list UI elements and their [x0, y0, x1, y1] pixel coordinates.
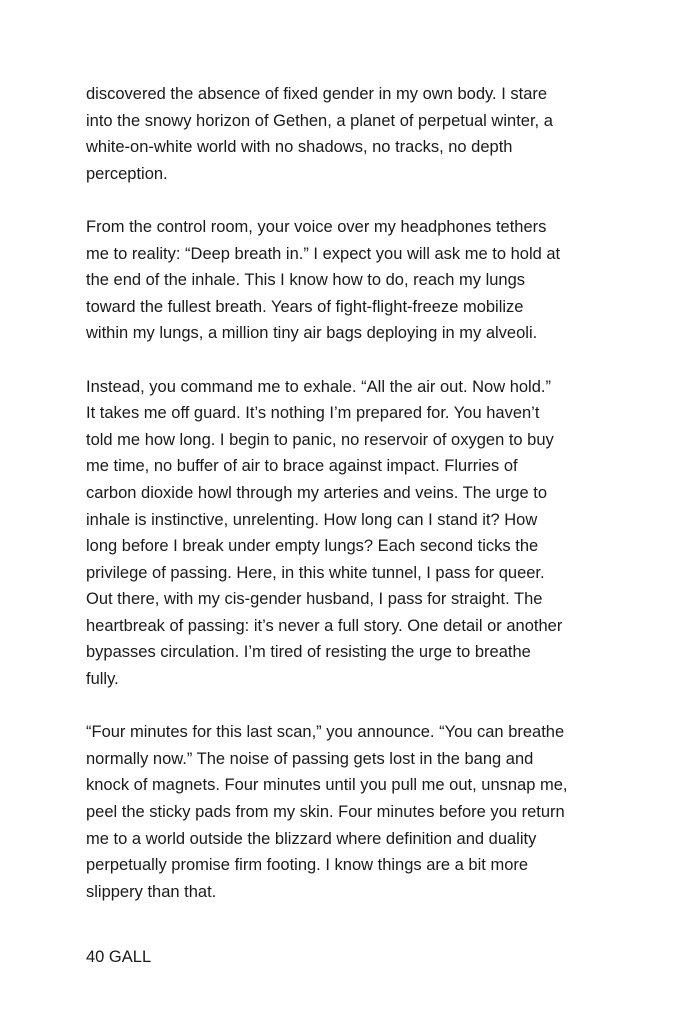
paragraph-break — [86, 347, 606, 374]
text-line: Out there, with my cis-gender husband, I pass for straight. The — [86, 590, 543, 609]
text-line: Instead, you command me to exhale. “All the air out. Now hold.” — [86, 377, 551, 396]
text-line: perception. — [86, 164, 168, 183]
text-line: From the control room, your voice over my headphones tethers — [86, 217, 547, 236]
text-line: me time, no buffer of air to brace against impact. Flurries of — [86, 457, 518, 476]
text-line: fully. — [86, 670, 119, 689]
text-line: heartbreak of passing: it’s never a full story. One detail or another — [86, 616, 563, 635]
text-line: normally now.” The noise of passing gets lost in the bang and — [86, 749, 534, 768]
paragraph-4 — [86, 719, 606, 905]
paragraph-break — [86, 693, 606, 720]
text-line: within my lungs, a million tiny air bags deploying in my alveoli. — [86, 324, 538, 343]
text-line: carbon dioxide howl through my arteries and veins. The urge to — [86, 483, 548, 502]
text-line: inhale is instinctive, unrelenting. How long can I stand it? How — [86, 510, 538, 529]
text-line: bypasses circulation. I’m tired of resisting the urge to breathe — [86, 643, 531, 662]
page-footer — [86, 944, 151, 970]
text-line: toward the fullest breath. Years of fight-flight-freeze mobilize — [86, 297, 524, 316]
text-line: peel the sticky pads from my skin. Four minutes before you return — [86, 803, 565, 822]
text-line: perpetually promise firm footing. I know things are a bit more — [86, 856, 529, 875]
paragraph-3 — [86, 374, 606, 693]
paragraph-2 — [86, 214, 606, 347]
text-line: the end of the inhale. This I know how to do, reach my lungs — [86, 271, 526, 290]
text-line: discovered the absence of fixed gender in my own body. I stare — [86, 85, 548, 103]
text-line: long before I break under empty lungs? Each second ticks the — [86, 537, 539, 556]
text-line: “Four minutes for this last scan,” you announce. “You can breathe — [86, 723, 565, 742]
paragraph-1 — [86, 81, 606, 187]
text-line: knock of magnets. Four minutes until you pull me out, unsnap me, — [86, 776, 568, 795]
text-line: slippery than that. — [86, 882, 217, 901]
text-line: white-on-white world with no shadows, no tracks, no depth — [86, 138, 513, 157]
text-line: privilege of passing. Here, in this white tunnel, I pass for queer. — [86, 563, 545, 582]
text-line: told me how long. I begin to panic, no reservoir of oxygen to buy — [86, 430, 554, 449]
text-line: me to reality: “Deep breath in.” I expect you will ask me to hold at — [86, 244, 561, 263]
text-line: It takes me off guard. It’s nothing I’m prepared for. You haven’t — [86, 404, 540, 423]
body-text — [86, 81, 606, 905]
text-line: me to a world outside the blizzard where definition and duality — [86, 829, 537, 848]
text-line: into the snowy horizon of Gethen, a planet of perpetual winter, a — [86, 111, 553, 130]
paragraph-break — [86, 187, 606, 214]
page-number-label: 40 GALL — [86, 948, 152, 966]
